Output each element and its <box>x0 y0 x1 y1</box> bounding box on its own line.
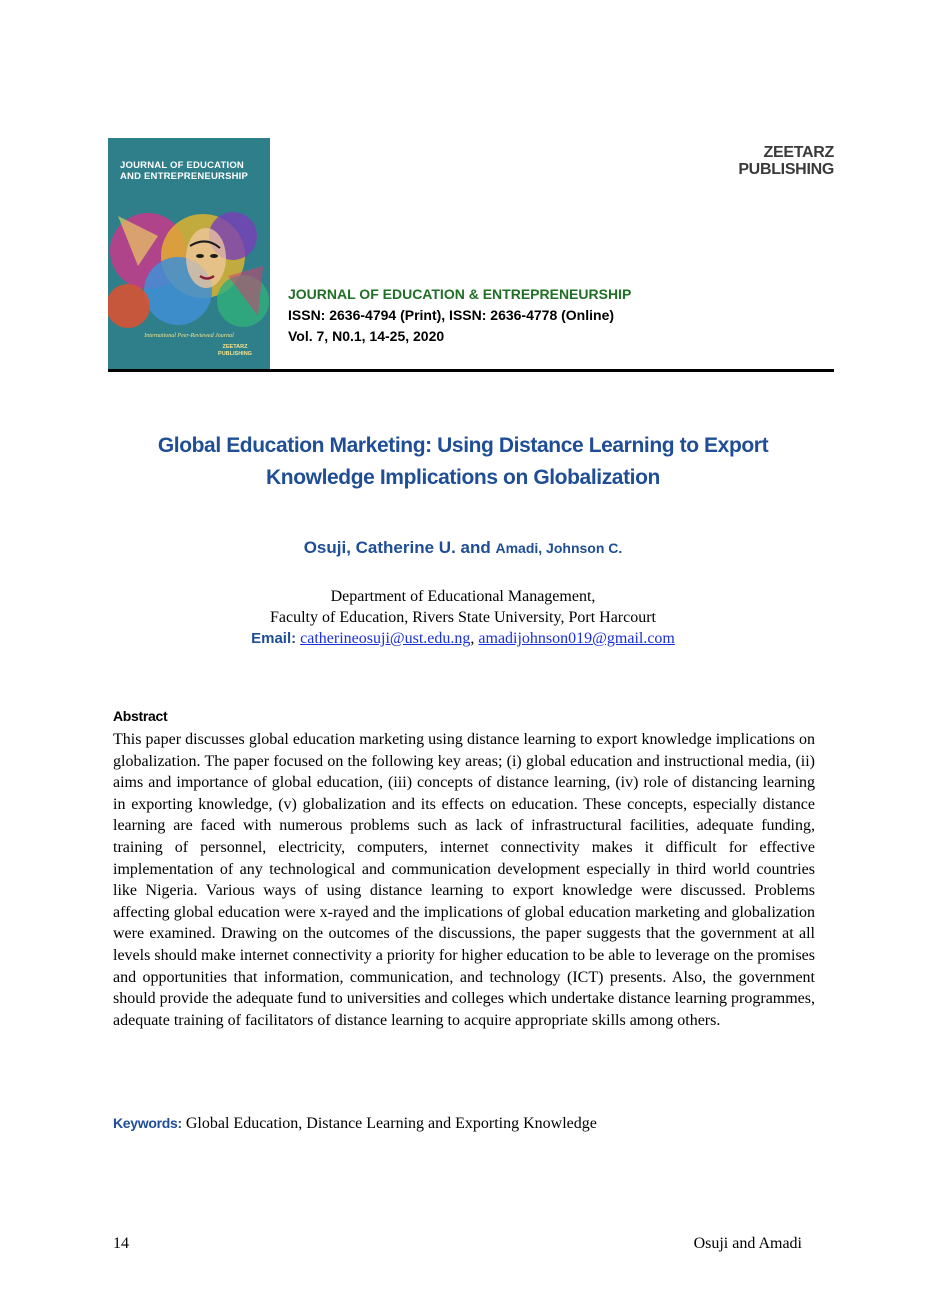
affiliation <box>100 586 826 649</box>
journal-info <box>288 284 631 347</box>
email-separator: , <box>470 630 475 647</box>
email-line <box>100 628 826 649</box>
email-link-1[interactable]: catherineosuji@ust.edu.ng <box>300 630 471 647</box>
journal-issn: ISSN: 2636-4794 (Print), ISSN: 2636-4778 (Online) <box>288 307 615 323</box>
keywords <box>113 1115 815 1133</box>
publisher-logo <box>728 144 834 178</box>
author-first: Osuji, Catherine U. and <box>303 538 491 557</box>
email-label: Email: <box>251 630 297 647</box>
header-divider <box>108 369 834 372</box>
cover-subtitle: International Peer-Reviewed Journal <box>144 333 234 339</box>
keywords-text: Global Education, Distance Learning and Exporting Knowledge <box>185 1115 597 1132</box>
publisher-logo-line2: PUBLISHING <box>738 161 834 178</box>
publisher-logo-line1: ZEETARZ <box>763 144 834 161</box>
journal-cover-image <box>108 138 270 369</box>
keywords-label: Keywords: <box>113 1115 182 1131</box>
author-second: Amadi, Johnson C. <box>495 540 623 556</box>
paper-title-line1: Global Education Marketing: Using Distance Learning to Export <box>157 434 769 457</box>
paper-title <box>100 430 826 494</box>
authors <box>100 538 826 558</box>
cover-title: JOURNAL OF EDUCATION AND ENTREPRENEURSHIP <box>120 160 249 182</box>
paper-title-line2: Knowledge Implications on Globalization <box>266 466 660 489</box>
page-number: 14 <box>113 1235 129 1252</box>
department: Department of Educational Management, <box>330 588 596 605</box>
cover-artwork <box>108 196 270 331</box>
journal-name: JOURNAL OF EDUCATION & ENTREPRENEURSHIP <box>288 286 632 302</box>
abstract-body: This paper discusses global education marketing using distance learning to export knowledge implications on globalization. The paper focused on the following key areas; (i) global education and instructional media, (ii) aims and importance of global education, (iii) concepts of distance learning, (iv) role of distancing learning in exporting knowledge, (v) globalization and its effects on education. These concepts, especially distance learning are faced with numerous problems such as lack of infrastructural facilities, adequate funding, training of personnel, electricity, computers, internet connectivity makes it difficult for effective implementation of any technological and communication development especially in third world countries like Nigeria. Various ways of using distance learning to export knowledge were discussed. Problems affecting global education were x-rayed and the implications of global education marketing and globalization were examined. Drawing on the outcomes of the discussions, the paper suggests that the government at all levels should make internet connectivity a priority for higher education to be able to leverage on the promises and opportunities that information, communication, and technology (ICT) presents. Also, the government should provide the adequate fund to universities and colleges which undertake distance learning programmes, adequate training of facilitators of distance learning to acquire appropriate skills among others. <box>113 731 816 1029</box>
abstract-heading: Abstract <box>113 708 168 724</box>
running-head: Osuji and Amadi <box>693 1235 802 1252</box>
faculty: Faculty of Education, Rivers State University, Port Harcourt <box>270 609 656 626</box>
email-link-2[interactable]: amadijohnson019@gmail.com <box>478 630 675 647</box>
cover-publisher: ZEETARZ PUBLISHING <box>218 344 252 357</box>
journal-volume: Vol. 7, N0.1, 14-25, 2020 <box>288 328 445 344</box>
